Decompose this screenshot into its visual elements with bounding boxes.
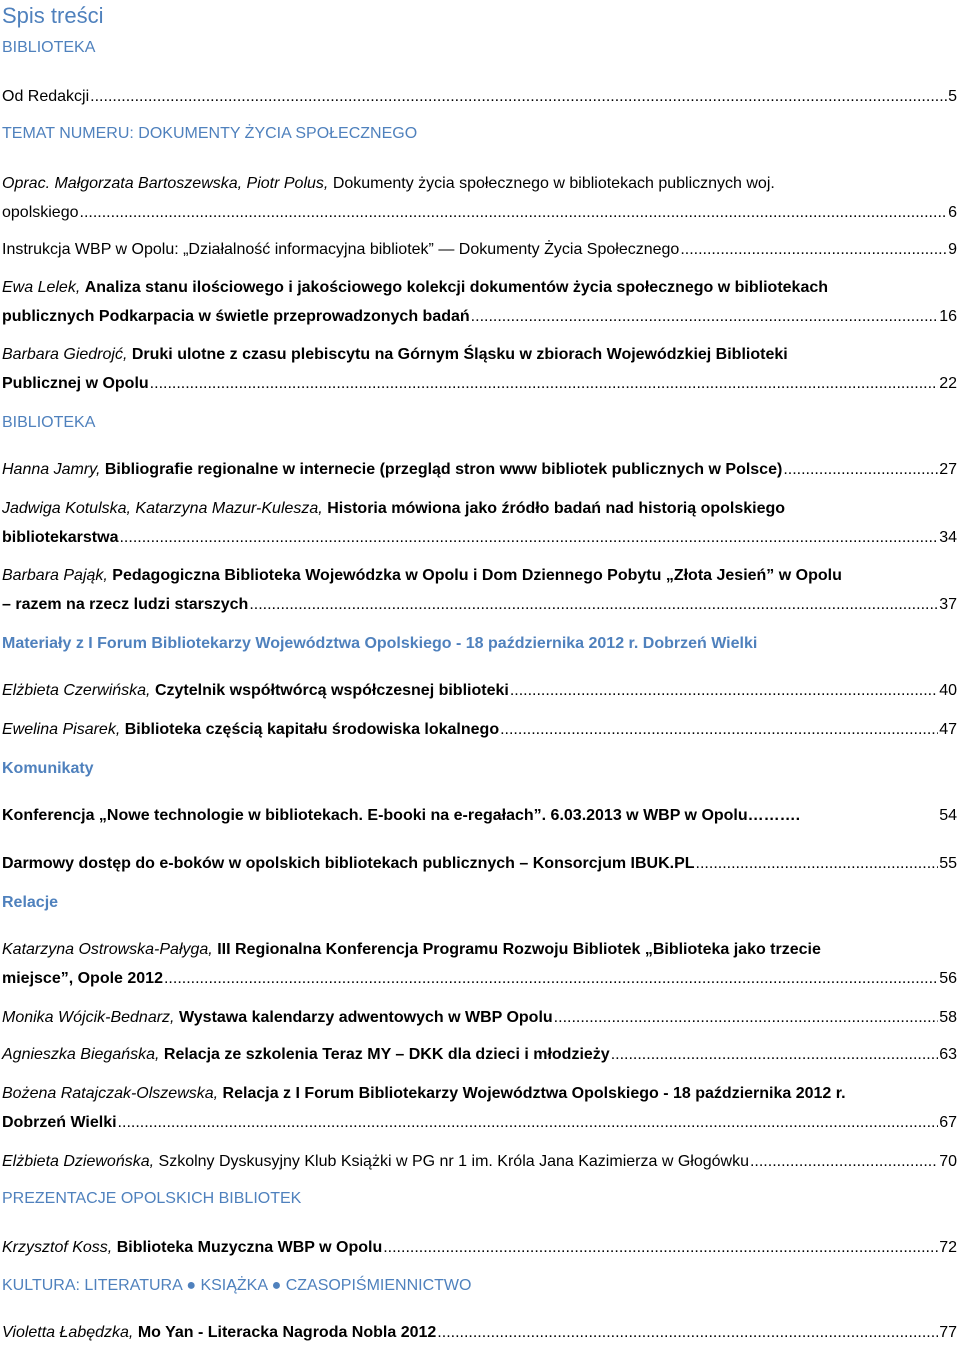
section-heading: Komunikaty — [2, 760, 94, 777]
page-number: 16 — [939, 308, 957, 325]
dot-leader — [164, 969, 938, 989]
dot-leader — [90, 87, 947, 107]
entry-title: Druki ulotne z czasu plebiscytu na Górnym Śląsku w zbiorach Wojewódzkiej Biblioteki — [131, 346, 788, 363]
toc-entry-line1[interactable] — [2, 1084, 957, 1104]
section-heading: Materiały z I Forum Bibliotekarzy Województwa Opolskiego - 18 października 2012 r. Dobrzeń Wielki — [2, 635, 758, 652]
entry-title-cont: opolskiego — [2, 204, 79, 221]
dot-leader — [383, 1238, 938, 1258]
page-number: 58 — [939, 1009, 957, 1026]
entry-author: Barbara Pająk, — [2, 567, 108, 584]
page-number: 40 — [939, 682, 957, 699]
toc-entry-line1[interactable] — [2, 566, 957, 586]
toc-entry-line2[interactable] — [2, 969, 957, 989]
page-number: 9 — [948, 241, 957, 258]
toc-entry-line1[interactable] — [2, 499, 957, 519]
entry-title-cont: bibliotekarstwa — [2, 529, 119, 546]
entry-author: Barbara Giedrojć, — [2, 346, 128, 363]
entry-title-cont: Dobrzeń Wielki — [2, 1114, 117, 1131]
entry-author: Krzysztof Koss, — [2, 1239, 113, 1256]
toc-entry[interactable] — [2, 720, 957, 740]
entry-title: Instrukcja WBP w Opolu: „Działalność informacyjna bibliotek” — Dokumenty Życia Społecznego — [2, 241, 680, 258]
toc-entry[interactable] — [2, 854, 957, 874]
dot-leader — [119, 528, 938, 548]
dot-leader — [611, 1045, 939, 1065]
dot-leader-text: ………. — [747, 807, 801, 824]
toc-entry-line2[interactable] — [2, 1113, 957, 1133]
page-number: 34 — [939, 529, 957, 546]
toc-entry-line2[interactable] — [2, 307, 957, 327]
entry-title: Wystawa kalendarzy adwentowych w WBP Opolu — [178, 1009, 553, 1026]
dot-leader — [696, 854, 939, 874]
dot-leader — [437, 1323, 938, 1343]
toc-entry-line1[interactable] — [2, 174, 957, 194]
toc-entry-line2[interactable] — [2, 203, 957, 223]
section-heading: PREZENTACJE OPOLSKICH BIBLIOTEK — [2, 1190, 302, 1207]
dot-leader — [80, 203, 948, 223]
toc-entry[interactable] — [2, 1152, 957, 1172]
toc-entry-line1[interactable] — [2, 345, 957, 365]
entry-author: Ewelina Pisarek, — [2, 721, 121, 738]
toc-entry-line2[interactable] — [2, 528, 957, 548]
entry-author: Violetta Łabędzka, — [2, 1324, 134, 1341]
page-number: 27 — [939, 461, 957, 478]
entry-author: Jadwiga Kotulska, Katarzyna Mazur-Kulesza, — [2, 500, 323, 517]
entry-title: Szkolny Dyskusyjny Klub Książki w PG nr 1 im. Króla Jana Kazimierza w Głogówku — [158, 1153, 749, 1170]
toc-entry[interactable] — [2, 1238, 957, 1258]
entry-title-cont: publicznych Podkarpacia w świetle przeprowadzonych badań — [2, 308, 470, 325]
toc-entry[interactable] — [2, 806, 957, 826]
dot-leader — [783, 460, 938, 480]
page-number: 70 — [939, 1153, 957, 1170]
entry-title-cont: miejsce”, Opole 2012 — [2, 970, 163, 987]
entry-author: Oprac. Małgorzata Bartoszewska, Piotr Polus, — [2, 175, 329, 192]
page-number: 54 — [939, 807, 957, 824]
dot-leader — [510, 681, 938, 701]
entry-title: Pedagogiczna Biblioteka Wojewódzka w Opolu i Dom Dziennego Pobytu „Złota Jesień” w Opolu — [112, 567, 842, 584]
dot-leader — [118, 1113, 939, 1133]
entry-title: Biblioteka Muzyczna WBP w Opolu — [116, 1239, 383, 1256]
entry-author: Elżbieta Czerwińska, — [2, 682, 151, 699]
entry-title: Czytelnik współtwórcą współczesnej biblioteki — [154, 682, 509, 699]
entry-title-cont: Publicznej w Opolu — [2, 375, 149, 392]
page-number: 5 — [948, 88, 957, 105]
toc-title: Spis treści — [2, 3, 104, 28]
page-number: 63 — [939, 1046, 957, 1063]
entry-title: Od Redakcji — [2, 88, 90, 105]
page-number: 72 — [939, 1239, 957, 1256]
entry-title: Historia mówiona jako źródło badań nad historią opolskiego — [327, 500, 786, 517]
page-number: 56 — [939, 970, 957, 987]
entry-title: Konferencja „Nowe technologie w bibliotekach. E-booki na e-regałach”. 6.03.2013 w WBP w Opolu — [2, 807, 748, 824]
dot-leader — [249, 595, 938, 615]
entry-title: Relacja ze szkolenia Teraz MY – DKK dla dzieci i młodzieży — [163, 1046, 610, 1063]
toc-entry[interactable] — [2, 681, 957, 701]
section-heading: TEMAT NUMERU: DOKUMENTY ŻYCIA SPOŁECZNEGO — [2, 125, 418, 142]
entry-title-cont: – razem na rzecz ludzi starszych — [2, 596, 249, 613]
section-heading: Relacje — [2, 894, 59, 911]
entry-author: Elżbieta Dziewońska, — [2, 1153, 155, 1170]
entry-title: Biblioteka częścią kapitału środowiska lokalnego — [124, 721, 500, 738]
entry-title: Bibliografie regionalne w internecie (przegląd stron www bibliotek publicznych w Polsce) — [104, 461, 783, 478]
toc-entry[interactable] — [2, 87, 957, 107]
entry-author: Hanna Jamry, — [2, 461, 101, 478]
page-number: 77 — [939, 1324, 957, 1341]
dot-leader — [750, 1152, 938, 1172]
entry-author: Agnieszka Biegańska, — [2, 1046, 160, 1063]
entry-title: Dokumenty życia społecznego w bibliotekach publicznych woj. — [332, 175, 775, 192]
section-heading: KULTURA: LITERATURA ● KSIĄŻKA ● CZASOPIŚMIENNICTWO — [2, 1277, 472, 1294]
toc-entry-line2[interactable] — [2, 374, 957, 394]
toc-entry[interactable] — [2, 1323, 957, 1343]
dot-leader — [471, 307, 939, 327]
toc-entry[interactable] — [2, 240, 957, 260]
page-number: 47 — [939, 721, 957, 738]
page-number: 6 — [948, 204, 957, 221]
entry-title: Relacja z I Forum Bibliotekarzy Województwa Opolskiego - 18 października 2012 r. — [222, 1085, 846, 1102]
toc-entry-line2[interactable] — [2, 595, 957, 615]
entry-title: Analiza stanu ilościowego i jakościowego kolekcji dokumentów życia społecznego w bibliotekach — [84, 279, 829, 296]
entry-title: III Regionalna Konferencja Programu Rozwoju Bibliotek „Biblioteka jako trzecie — [217, 941, 821, 958]
entry-author: Bożena Ratajczak-Olszewska, — [2, 1085, 219, 1102]
page-number: 67 — [939, 1114, 957, 1131]
entry-author: Katarzyna Ostrowska-Pałyga, — [2, 941, 213, 958]
dot-leader — [554, 1008, 939, 1028]
entry-title: Darmowy dostęp do e-boków w opolskich bibliotekach publicznych – Konsorcjum IBUK.PL — [2, 855, 695, 872]
toc-entry-line1[interactable] — [2, 278, 957, 298]
toc-entry-line1[interactable] — [2, 940, 957, 960]
section-heading: BIBLIOTEKA — [2, 414, 96, 431]
page-number: 37 — [939, 596, 957, 613]
dot-leader — [150, 374, 939, 394]
toc-entry[interactable] — [2, 1045, 957, 1065]
entry-author: Monika Wójcik-Bednarz, — [2, 1009, 175, 1026]
entry-title: Mo Yan - Literacka Nagroda Nobla 2012 — [137, 1324, 437, 1341]
dot-leader — [500, 720, 938, 740]
toc-entry[interactable] — [2, 460, 957, 480]
top-section-heading: BIBLIOTEKA — [2, 39, 96, 56]
page-number: 55 — [939, 855, 957, 872]
entry-author: Ewa Lelek, — [2, 279, 81, 296]
page-number: 22 — [939, 375, 957, 392]
toc-entry[interactable] — [2, 1008, 957, 1028]
dot-leader — [680, 240, 947, 260]
